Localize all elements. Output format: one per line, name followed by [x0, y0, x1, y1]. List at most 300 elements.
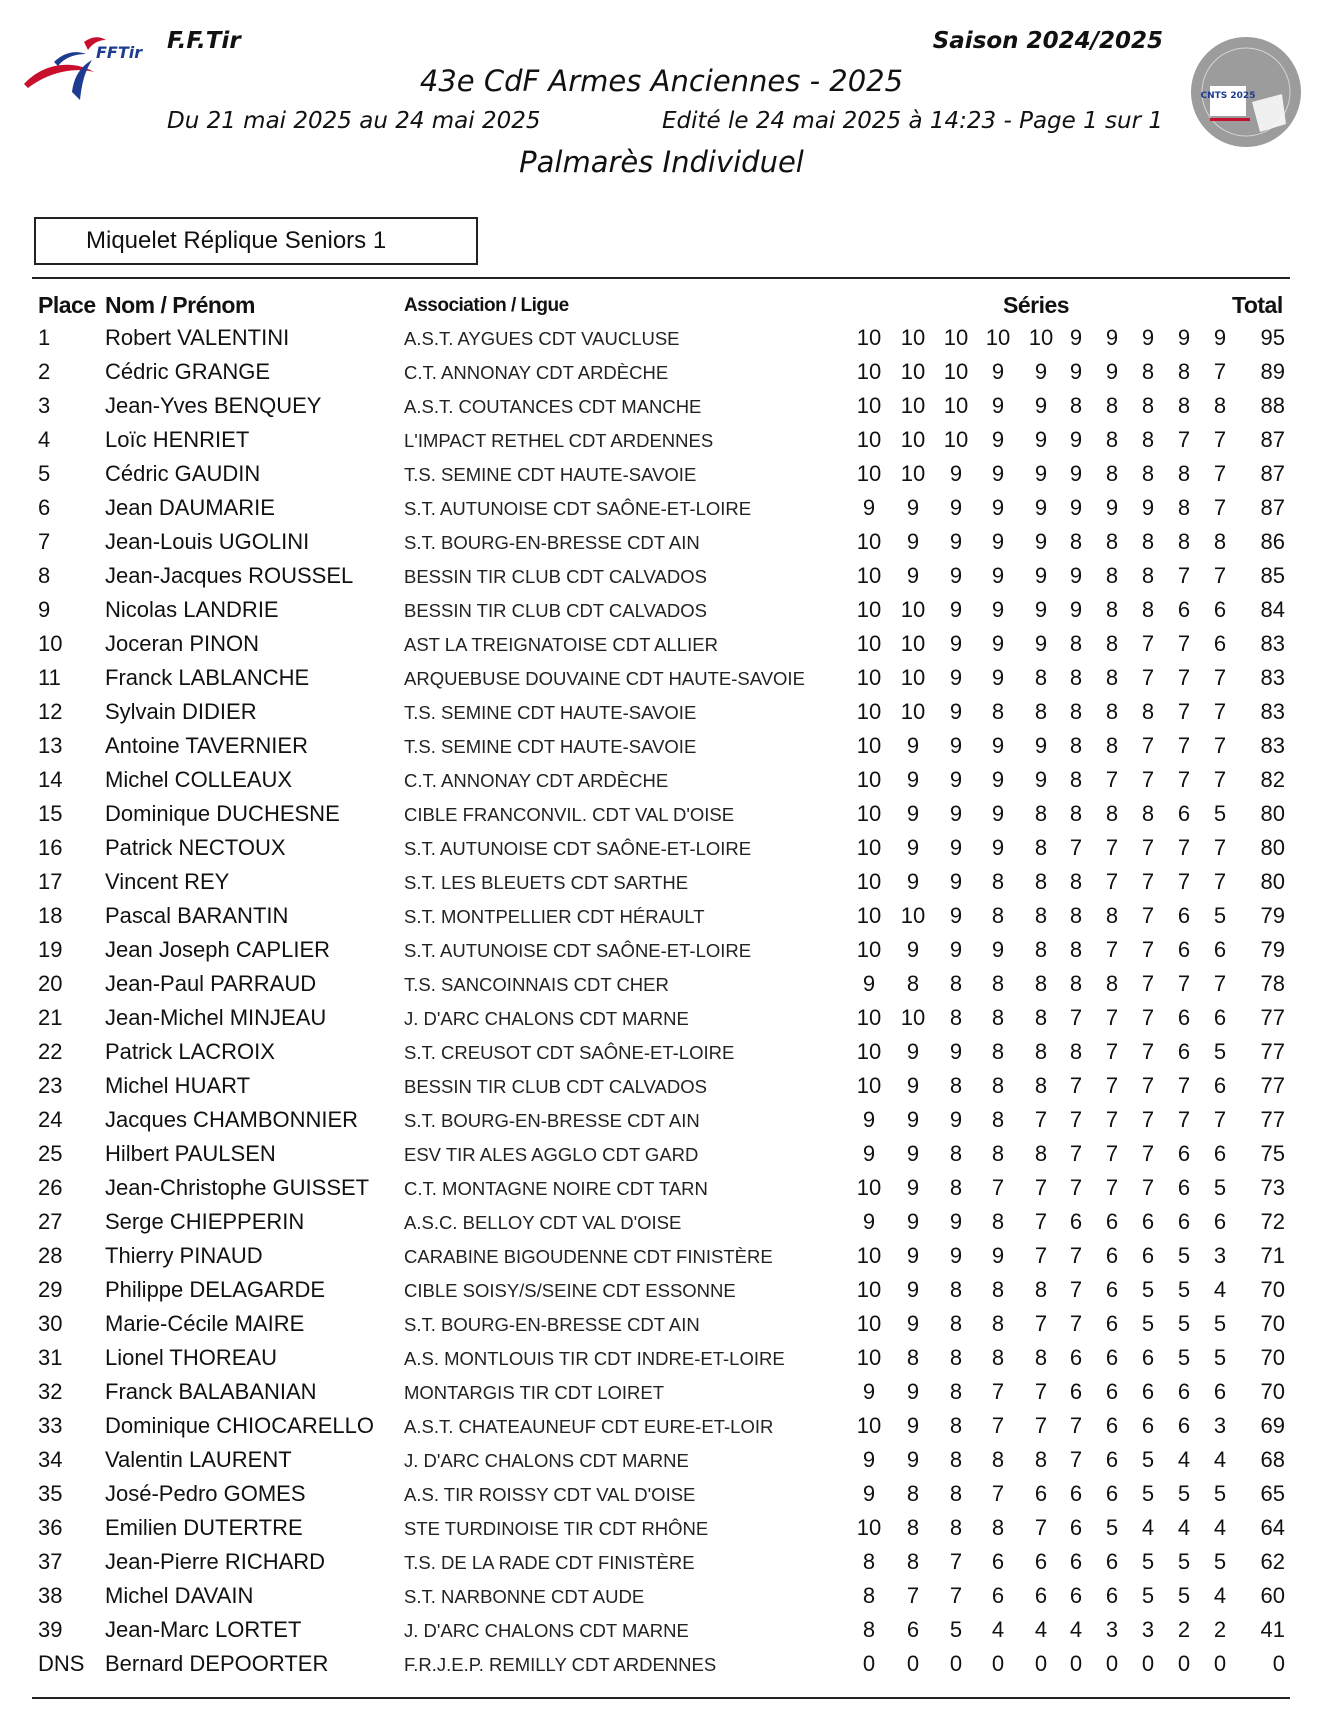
- row-series-score: 10: [856, 1515, 882, 1540]
- table-row: [0, 695, 1323, 729]
- row-series-score: 10: [856, 733, 882, 758]
- row-series-score: 8: [1069, 767, 1083, 792]
- row-series-score: 9: [862, 1209, 876, 1234]
- row-series-score: 6: [1213, 1073, 1227, 1098]
- row-series-score: 7: [949, 1583, 963, 1608]
- row-series-score: 10: [1028, 325, 1054, 350]
- table-row: [0, 1069, 1323, 1103]
- row-series-score: 9: [949, 869, 963, 894]
- row-place: 33: [38, 1413, 63, 1438]
- row-series-score: 9: [906, 801, 920, 826]
- row-association: C.T. ANNONAY CDT ARDÈCHE: [404, 770, 669, 791]
- row-series-score: 10: [900, 427, 926, 452]
- row-series-score: 4: [1034, 1617, 1048, 1642]
- row-total: 75: [1260, 1141, 1285, 1166]
- row-name: Valentin LAURENT: [105, 1447, 292, 1472]
- row-series-score: 10: [856, 529, 882, 554]
- row-association: S.T. NARBONNE CDT AUDE: [404, 1586, 645, 1607]
- category-label: Miquelet Réplique Seniors 1: [34, 217, 478, 265]
- row-series-score: 7: [1034, 1311, 1048, 1336]
- row-total: 83: [1260, 699, 1285, 724]
- row-series-score: 0: [1105, 1651, 1119, 1676]
- row-place: 26: [38, 1175, 63, 1200]
- row-total: 77: [1260, 1039, 1285, 1064]
- row-series-score: 0: [991, 1651, 1005, 1676]
- row-series-score: 9: [906, 1039, 920, 1064]
- row-association: BESSIN TIR CLUB CDT CALVADOS: [404, 1076, 707, 1097]
- row-series-score: 8: [1069, 631, 1083, 656]
- row-series-score: 6: [1034, 1583, 1048, 1608]
- row-total: 72: [1260, 1209, 1285, 1234]
- row-series-score: 8: [1034, 869, 1048, 894]
- table-row: [0, 525, 1323, 559]
- row-series-score: 9: [1034, 733, 1048, 758]
- row-series-score: 8: [991, 869, 1005, 894]
- row-series-score: 9: [991, 835, 1005, 860]
- row-total: 60: [1260, 1583, 1285, 1608]
- row-series-score: 8: [991, 1039, 1005, 1064]
- row-total: 62: [1260, 1549, 1285, 1574]
- row-series-score: 3: [1105, 1617, 1119, 1642]
- table-row: [0, 457, 1323, 491]
- row-association: S.T. AUTUNOISE CDT SAÔNE-ET-LOIRE: [404, 940, 752, 961]
- row-series-score: 7: [1069, 835, 1083, 860]
- row-series-score: 7: [1177, 869, 1191, 894]
- row-series-score: 8: [1034, 1073, 1048, 1098]
- row-series-score: 9: [862, 971, 876, 996]
- row-series-score: 5: [1213, 1175, 1227, 1200]
- row-series-score: 9: [991, 529, 1005, 554]
- federation-name: F.F.Tir: [167, 28, 241, 54]
- row-series-score: 5: [1177, 1345, 1191, 1370]
- row-series-score: 10: [856, 869, 882, 894]
- row-series-score: 9: [949, 835, 963, 860]
- row-series-score: 10: [856, 1243, 882, 1268]
- row-series-score: 8: [1069, 699, 1083, 724]
- row-series-score: 2: [1213, 1617, 1227, 1642]
- row-series-score: 9: [949, 495, 963, 520]
- table-row: [0, 763, 1323, 797]
- row-association: T.S. SEMINE CDT HAUTE-SAVOIE: [404, 464, 697, 485]
- row-series-score: 5: [1141, 1549, 1155, 1574]
- column-total: Total: [1232, 292, 1283, 318]
- row-series-score: 7: [1213, 971, 1227, 996]
- row-series-score: 10: [856, 1073, 882, 1098]
- row-series-score: 5: [1177, 1243, 1191, 1268]
- row-series-score: 7: [1213, 665, 1227, 690]
- row-series-score: 8: [1177, 529, 1191, 554]
- row-series-score: 10: [856, 325, 882, 350]
- row-series-score: 8: [949, 1413, 963, 1438]
- row-series-score: 9: [1034, 427, 1048, 452]
- row-series-score: 0: [1141, 1651, 1155, 1676]
- row-series-score: 8: [1034, 1141, 1048, 1166]
- row-series-score: 10: [985, 325, 1011, 350]
- row-series-score: 8: [949, 1345, 963, 1370]
- table-row: [0, 1103, 1323, 1137]
- row-name: Cédric GRANGE: [105, 359, 271, 384]
- table-row: [0, 627, 1323, 661]
- row-total: 86: [1260, 529, 1285, 554]
- row-series-score: 8: [1034, 1005, 1048, 1030]
- svg-text:CNTS 2025: CNTS 2025: [1200, 91, 1256, 101]
- row-total: 70: [1260, 1277, 1285, 1302]
- row-series-score: 3: [1141, 1617, 1155, 1642]
- row-series-score: 9: [949, 461, 963, 486]
- row-total: 84: [1260, 597, 1285, 622]
- row-series-score: 9: [1034, 767, 1048, 792]
- row-series-score: 0: [1034, 1651, 1048, 1676]
- row-series-score: 5: [1213, 1481, 1227, 1506]
- row-series-score: 8: [949, 1005, 963, 1030]
- row-series-score: 10: [900, 393, 926, 418]
- row-association: S.T. AUTUNOISE CDT SAÔNE-ET-LOIRE: [404, 838, 752, 859]
- row-series-score: 4: [1177, 1447, 1191, 1472]
- row-place: 39: [38, 1617, 63, 1642]
- row-series-score: 9: [906, 767, 920, 792]
- row-series-score: 8: [949, 1175, 963, 1200]
- row-series-score: 8: [991, 971, 1005, 996]
- row-series-score: 7: [1141, 767, 1155, 792]
- row-series-score: 7: [1213, 359, 1227, 384]
- row-place: 22: [38, 1039, 63, 1064]
- row-series-score: 9: [991, 393, 1005, 418]
- row-series-score: 7: [1141, 1141, 1155, 1166]
- row-series-score: 9: [1069, 495, 1083, 520]
- row-series-score: 8: [1034, 1345, 1048, 1370]
- row-series-score: 10: [856, 767, 882, 792]
- row-series-score: 10: [900, 597, 926, 622]
- row-series-score: 7: [1141, 937, 1155, 962]
- row-series-score: 5: [1105, 1515, 1119, 1540]
- row-series-score: 3: [1213, 1243, 1227, 1268]
- row-series-score: 8: [1069, 529, 1083, 554]
- row-series-score: 8: [1105, 665, 1119, 690]
- row-name: Nicolas LANDRIE: [105, 597, 279, 622]
- row-series-score: 6: [1177, 1039, 1191, 1064]
- row-series-score: 8: [991, 1073, 1005, 1098]
- table-row: [0, 865, 1323, 899]
- row-series-score: 9: [949, 903, 963, 928]
- row-series-score: 8: [949, 1379, 963, 1404]
- row-series-score: 9: [991, 563, 1005, 588]
- row-series-score: 7: [1069, 1073, 1083, 1098]
- row-name: Hilbert PAULSEN: [105, 1141, 276, 1166]
- row-place: 37: [38, 1549, 63, 1574]
- row-place: 35: [38, 1481, 63, 1506]
- row-series-score: 10: [943, 325, 969, 350]
- row-series-score: 8: [1177, 495, 1191, 520]
- row-association: BESSIN TIR CLUB CDT CALVADOS: [404, 600, 707, 621]
- row-series-score: 8: [949, 1073, 963, 1098]
- row-series-score: 9: [949, 699, 963, 724]
- row-series-score: 7: [1213, 495, 1227, 520]
- row-series-score: 10: [900, 461, 926, 486]
- row-series-score: 9: [906, 1073, 920, 1098]
- table-row: [0, 729, 1323, 763]
- row-series-score: 8: [1141, 427, 1155, 452]
- row-series-score: 8: [991, 903, 1005, 928]
- row-total: 70: [1260, 1345, 1285, 1370]
- table-row: [0, 355, 1323, 389]
- row-series-score: 8: [949, 1515, 963, 1540]
- row-series-score: 8: [906, 1481, 920, 1506]
- divider: [32, 277, 1290, 279]
- table-row: [0, 899, 1323, 933]
- row-total: 79: [1260, 903, 1285, 928]
- row-series-score: 6: [1141, 1243, 1155, 1268]
- row-series-score: 8: [1034, 1447, 1048, 1472]
- row-series-score: 6: [1213, 1209, 1227, 1234]
- row-place: 36: [38, 1515, 63, 1540]
- row-series-score: 9: [862, 1481, 876, 1506]
- row-series-score: 10: [900, 1005, 926, 1030]
- row-series-score: 0: [906, 1651, 920, 1676]
- row-total: 89: [1260, 359, 1285, 384]
- row-series-score: 7: [1177, 631, 1191, 656]
- row-series-score: 5: [1141, 1311, 1155, 1336]
- row-total: 87: [1260, 461, 1285, 486]
- row-series-score: 10: [856, 801, 882, 826]
- table-row: [0, 1409, 1323, 1443]
- row-series-score: 9: [906, 1277, 920, 1302]
- row-series-score: 6: [1105, 1345, 1119, 1370]
- row-series-score: 8: [906, 1515, 920, 1540]
- table-row: [0, 1443, 1323, 1477]
- row-series-score: 4: [1069, 1617, 1083, 1642]
- row-series-score: 8: [1177, 393, 1191, 418]
- row-series-score: 6: [1141, 1209, 1155, 1234]
- row-series-score: 5: [1141, 1481, 1155, 1506]
- row-series-score: 7: [991, 1379, 1005, 1404]
- row-series-score: 9: [991, 359, 1005, 384]
- row-series-score: 8: [1213, 393, 1227, 418]
- row-association: CARABINE BIGOUDENNE CDT FINISTÈRE: [404, 1246, 773, 1267]
- row-series-score: 8: [1105, 529, 1119, 554]
- row-association: S.T. BOURG-EN-BRESSE CDT AIN: [404, 532, 700, 553]
- svg-text:FFTir: FFTir: [96, 43, 143, 62]
- row-total: 71: [1260, 1243, 1285, 1268]
- row-series-score: 8: [949, 1277, 963, 1302]
- row-series-score: 6: [1213, 1379, 1227, 1404]
- row-total: 80: [1260, 801, 1285, 826]
- row-series-score: 8: [1069, 971, 1083, 996]
- row-series-score: 8: [991, 699, 1005, 724]
- row-place: 6: [38, 495, 51, 520]
- row-total: 64: [1260, 1515, 1285, 1540]
- row-name: Jean-Louis UGOLINI: [105, 529, 310, 554]
- row-series-score: 8: [991, 1141, 1005, 1166]
- row-series-score: 9: [906, 563, 920, 588]
- row-place: 32: [38, 1379, 63, 1404]
- row-series-score: 9: [906, 1243, 920, 1268]
- row-series-score: 7: [1141, 971, 1155, 996]
- column-name: Nom / Prénom: [105, 292, 255, 318]
- row-total: 85: [1260, 563, 1285, 588]
- row-series-score: 9: [991, 631, 1005, 656]
- row-place: 5: [38, 461, 51, 486]
- row-series-score: 7: [1177, 563, 1191, 588]
- column-series: Séries: [1003, 292, 1070, 318]
- row-name: Loïc HENRIET: [105, 427, 250, 452]
- row-series-score: 6: [1141, 1345, 1155, 1370]
- row-series-score: 8: [862, 1583, 876, 1608]
- row-series-score: 7: [1141, 1073, 1155, 1098]
- row-series-score: 6: [1177, 903, 1191, 928]
- row-series-score: 9: [949, 529, 963, 554]
- row-association: S.T. BOURG-EN-BRESSE CDT AIN: [404, 1314, 700, 1335]
- row-series-score: 0: [1069, 1651, 1083, 1676]
- row-series-score: 9: [991, 461, 1005, 486]
- row-series-score: 9: [906, 1447, 920, 1472]
- row-series-score: 6: [991, 1549, 1005, 1574]
- row-series-score: 6: [1105, 1209, 1119, 1234]
- row-association: L'IMPACT RETHEL CDT ARDENNES: [404, 430, 714, 451]
- row-series-score: 8: [906, 1345, 920, 1370]
- row-series-score: 6: [1105, 1379, 1119, 1404]
- row-series-score: 8: [862, 1549, 876, 1574]
- row-series-score: 7: [1105, 1039, 1119, 1064]
- event-dates: Du 21 mai 2025 au 24 mai 2025: [167, 108, 541, 134]
- row-total: 83: [1260, 733, 1285, 758]
- row-series-score: 8: [1105, 801, 1119, 826]
- row-series-score: 10: [856, 461, 882, 486]
- row-series-score: 8: [1069, 801, 1083, 826]
- row-series-score: 7: [1105, 1073, 1119, 1098]
- row-name: Michel HUART: [105, 1073, 251, 1098]
- row-series-score: 9: [906, 529, 920, 554]
- row-name: Lionel THOREAU: [105, 1345, 277, 1370]
- row-place: 23: [38, 1073, 63, 1098]
- row-name: Philippe DELAGARDE: [105, 1277, 326, 1302]
- row-name: Patrick NECTOUX: [105, 835, 286, 860]
- row-name: Jean-Pierre RICHARD: [105, 1549, 326, 1574]
- row-total: 78: [1260, 971, 1285, 996]
- row-series-score: 7: [1141, 1175, 1155, 1200]
- row-series-score: 7: [1034, 1107, 1048, 1132]
- row-series-score: 9: [1069, 461, 1083, 486]
- row-series-score: 8: [1105, 563, 1119, 588]
- row-series-score: 10: [900, 903, 926, 928]
- row-series-score: 6: [1177, 1413, 1191, 1438]
- row-series-score: 9: [1141, 325, 1155, 350]
- row-series-score: 7: [991, 1175, 1005, 1200]
- row-association: T.S. SEMINE CDT HAUTE-SAVOIE: [404, 702, 697, 723]
- row-series-score: 10: [900, 631, 926, 656]
- row-series-score: 10: [856, 835, 882, 860]
- row-series-score: 7: [1105, 869, 1119, 894]
- row-series-score: 6: [1034, 1549, 1048, 1574]
- row-place: 2: [38, 359, 51, 384]
- row-series-score: 6: [1213, 937, 1227, 962]
- row-place: 31: [38, 1345, 63, 1370]
- row-series-score: 7: [1034, 1209, 1048, 1234]
- row-series-score: 7: [1213, 699, 1227, 724]
- row-total: 77: [1260, 1073, 1285, 1098]
- results-table: [0, 321, 1323, 1681]
- row-series-score: 10: [900, 665, 926, 690]
- row-series-score: 8: [1141, 393, 1155, 418]
- row-series-score: 9: [1034, 529, 1048, 554]
- row-series-score: 9: [991, 767, 1005, 792]
- row-series-score: 10: [856, 631, 882, 656]
- row-series-score: 8: [906, 971, 920, 996]
- row-series-score: 7: [1069, 1277, 1083, 1302]
- row-series-score: 9: [991, 665, 1005, 690]
- row-association: S.T. AUTUNOISE CDT SAÔNE-ET-LOIRE: [404, 498, 752, 519]
- row-series-score: 9: [1034, 563, 1048, 588]
- row-series-score: 8: [991, 1515, 1005, 1540]
- row-series-score: 7: [1069, 1311, 1083, 1336]
- row-series-score: 7: [1105, 767, 1119, 792]
- row-series-score: 5: [1213, 801, 1227, 826]
- row-series-score: 10: [856, 903, 882, 928]
- row-name: Bernard DEPOORTER: [105, 1651, 329, 1676]
- row-series-score: 8: [862, 1617, 876, 1642]
- row-series-score: 9: [1034, 393, 1048, 418]
- table-row: [0, 1511, 1323, 1545]
- row-series-score: 8: [1141, 801, 1155, 826]
- row-series-score: 7: [1177, 1073, 1191, 1098]
- row-series-score: 7: [1105, 1107, 1119, 1132]
- row-series-score: 7: [1177, 733, 1191, 758]
- row-total: 80: [1260, 835, 1285, 860]
- table-row: [0, 1239, 1323, 1273]
- row-place: 17: [38, 869, 63, 894]
- row-series-score: 5: [1141, 1583, 1155, 1608]
- row-series-score: 8: [1105, 427, 1119, 452]
- row-place: 27: [38, 1209, 63, 1234]
- row-place: 12: [38, 699, 63, 724]
- row-series-score: 8: [906, 1549, 920, 1574]
- row-series-score: 8: [991, 1107, 1005, 1132]
- row-place: 30: [38, 1311, 63, 1336]
- table-row: [0, 1613, 1323, 1647]
- row-name: Sylvain DIDIER: [105, 699, 257, 724]
- row-series-score: 7: [1034, 1243, 1048, 1268]
- row-series-score: 10: [856, 359, 882, 384]
- row-series-score: 7: [1069, 1447, 1083, 1472]
- column-association: Association / Ligue: [404, 295, 569, 316]
- row-series-score: 8: [1213, 529, 1227, 554]
- row-series-score: 8: [1141, 563, 1155, 588]
- row-name: Antoine TAVERNIER: [105, 733, 308, 758]
- table-row: [0, 1579, 1323, 1613]
- row-series-score: 7: [1069, 1175, 1083, 1200]
- row-name: José-Pedro GOMES: [105, 1481, 306, 1506]
- row-series-score: 7: [1105, 937, 1119, 962]
- row-place: 9: [38, 597, 51, 622]
- row-series-score: 7: [1141, 1039, 1155, 1064]
- row-series-score: 9: [906, 869, 920, 894]
- table-row: [0, 831, 1323, 865]
- row-series-score: 7: [1105, 1005, 1119, 1030]
- row-series-score: 9: [1034, 461, 1048, 486]
- row-series-score: 7: [1141, 835, 1155, 860]
- row-series-score: 8: [991, 1277, 1005, 1302]
- row-place: 29: [38, 1277, 63, 1302]
- row-series-score: 8: [1105, 699, 1119, 724]
- row-series-score: 7: [1213, 563, 1227, 588]
- row-name: Serge CHIEPPERIN: [105, 1209, 305, 1234]
- page-subtitle: Palmarès Individuel: [519, 145, 804, 179]
- row-series-score: 9: [991, 427, 1005, 452]
- row-series-score: 7: [1177, 971, 1191, 996]
- row-series-score: 8: [949, 1447, 963, 1472]
- row-association: S.T. BOURG-EN-BRESSE CDT AIN: [404, 1110, 700, 1131]
- row-name: Emilien DUTERTRE: [105, 1515, 303, 1540]
- row-series-score: 7: [1141, 1005, 1155, 1030]
